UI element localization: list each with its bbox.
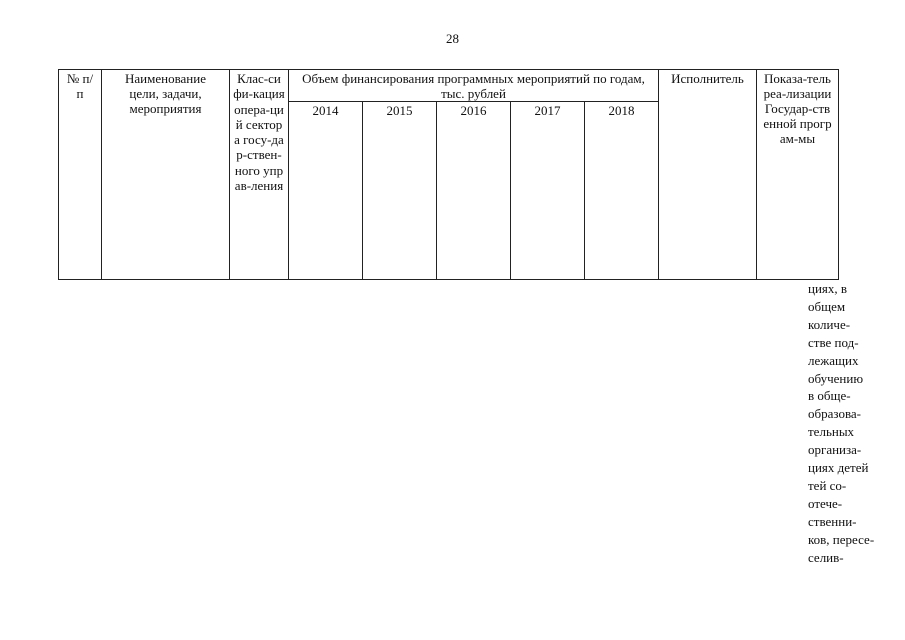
header-indicator: Показа-тель реа-лизации Государ-ственной програм-мы bbox=[757, 70, 839, 280]
year-header-2015: 2015 bbox=[363, 102, 437, 280]
continuation-line: селив- bbox=[808, 549, 844, 565]
continuation-line: циях детей bbox=[808, 460, 869, 476]
continuation-line: тей со- bbox=[808, 477, 847, 493]
continuation-line: отече- bbox=[808, 495, 843, 511]
year-header-2016: 2016 bbox=[437, 102, 511, 280]
program-table bbox=[58, 69, 839, 280]
year-header-2014: 2014 bbox=[289, 102, 363, 280]
year-header-2017: 2017 bbox=[511, 102, 585, 280]
year-header-2018: 2018 bbox=[585, 102, 659, 280]
continuation-line: стве под- bbox=[808, 334, 859, 350]
continuation-line: образова- bbox=[808, 406, 862, 422]
header-funding: Объем финансирования программных мероприятий по годам, тыс. рублей bbox=[289, 70, 659, 102]
continuation-line: ственни- bbox=[808, 513, 857, 529]
header-name: Наименование цели, задачи, мероприятия bbox=[102, 70, 230, 280]
continuation-line: количе- bbox=[808, 316, 851, 332]
indicator-continuation-text bbox=[808, 280, 875, 567]
continuation-line: в обще- bbox=[808, 388, 851, 404]
continuation-line: обучению bbox=[808, 370, 864, 386]
continuation-line: тельных bbox=[808, 424, 855, 440]
continuation-line: ков, пересе- bbox=[808, 531, 875, 547]
continuation-line: лежащих bbox=[808, 352, 859, 368]
continuation-line: циях, в bbox=[808, 281, 848, 296]
page-number: 28 bbox=[446, 31, 459, 46]
header-classification: Клас-сифи-кация опера-ций сектора госу-дар-ствен-ного управ-ления bbox=[230, 70, 289, 280]
continuation-line: общем bbox=[808, 298, 846, 314]
header-number: № п/п bbox=[59, 70, 102, 280]
continuation-line: организа- bbox=[808, 442, 862, 458]
header-executor: Исполнитель bbox=[659, 70, 757, 280]
